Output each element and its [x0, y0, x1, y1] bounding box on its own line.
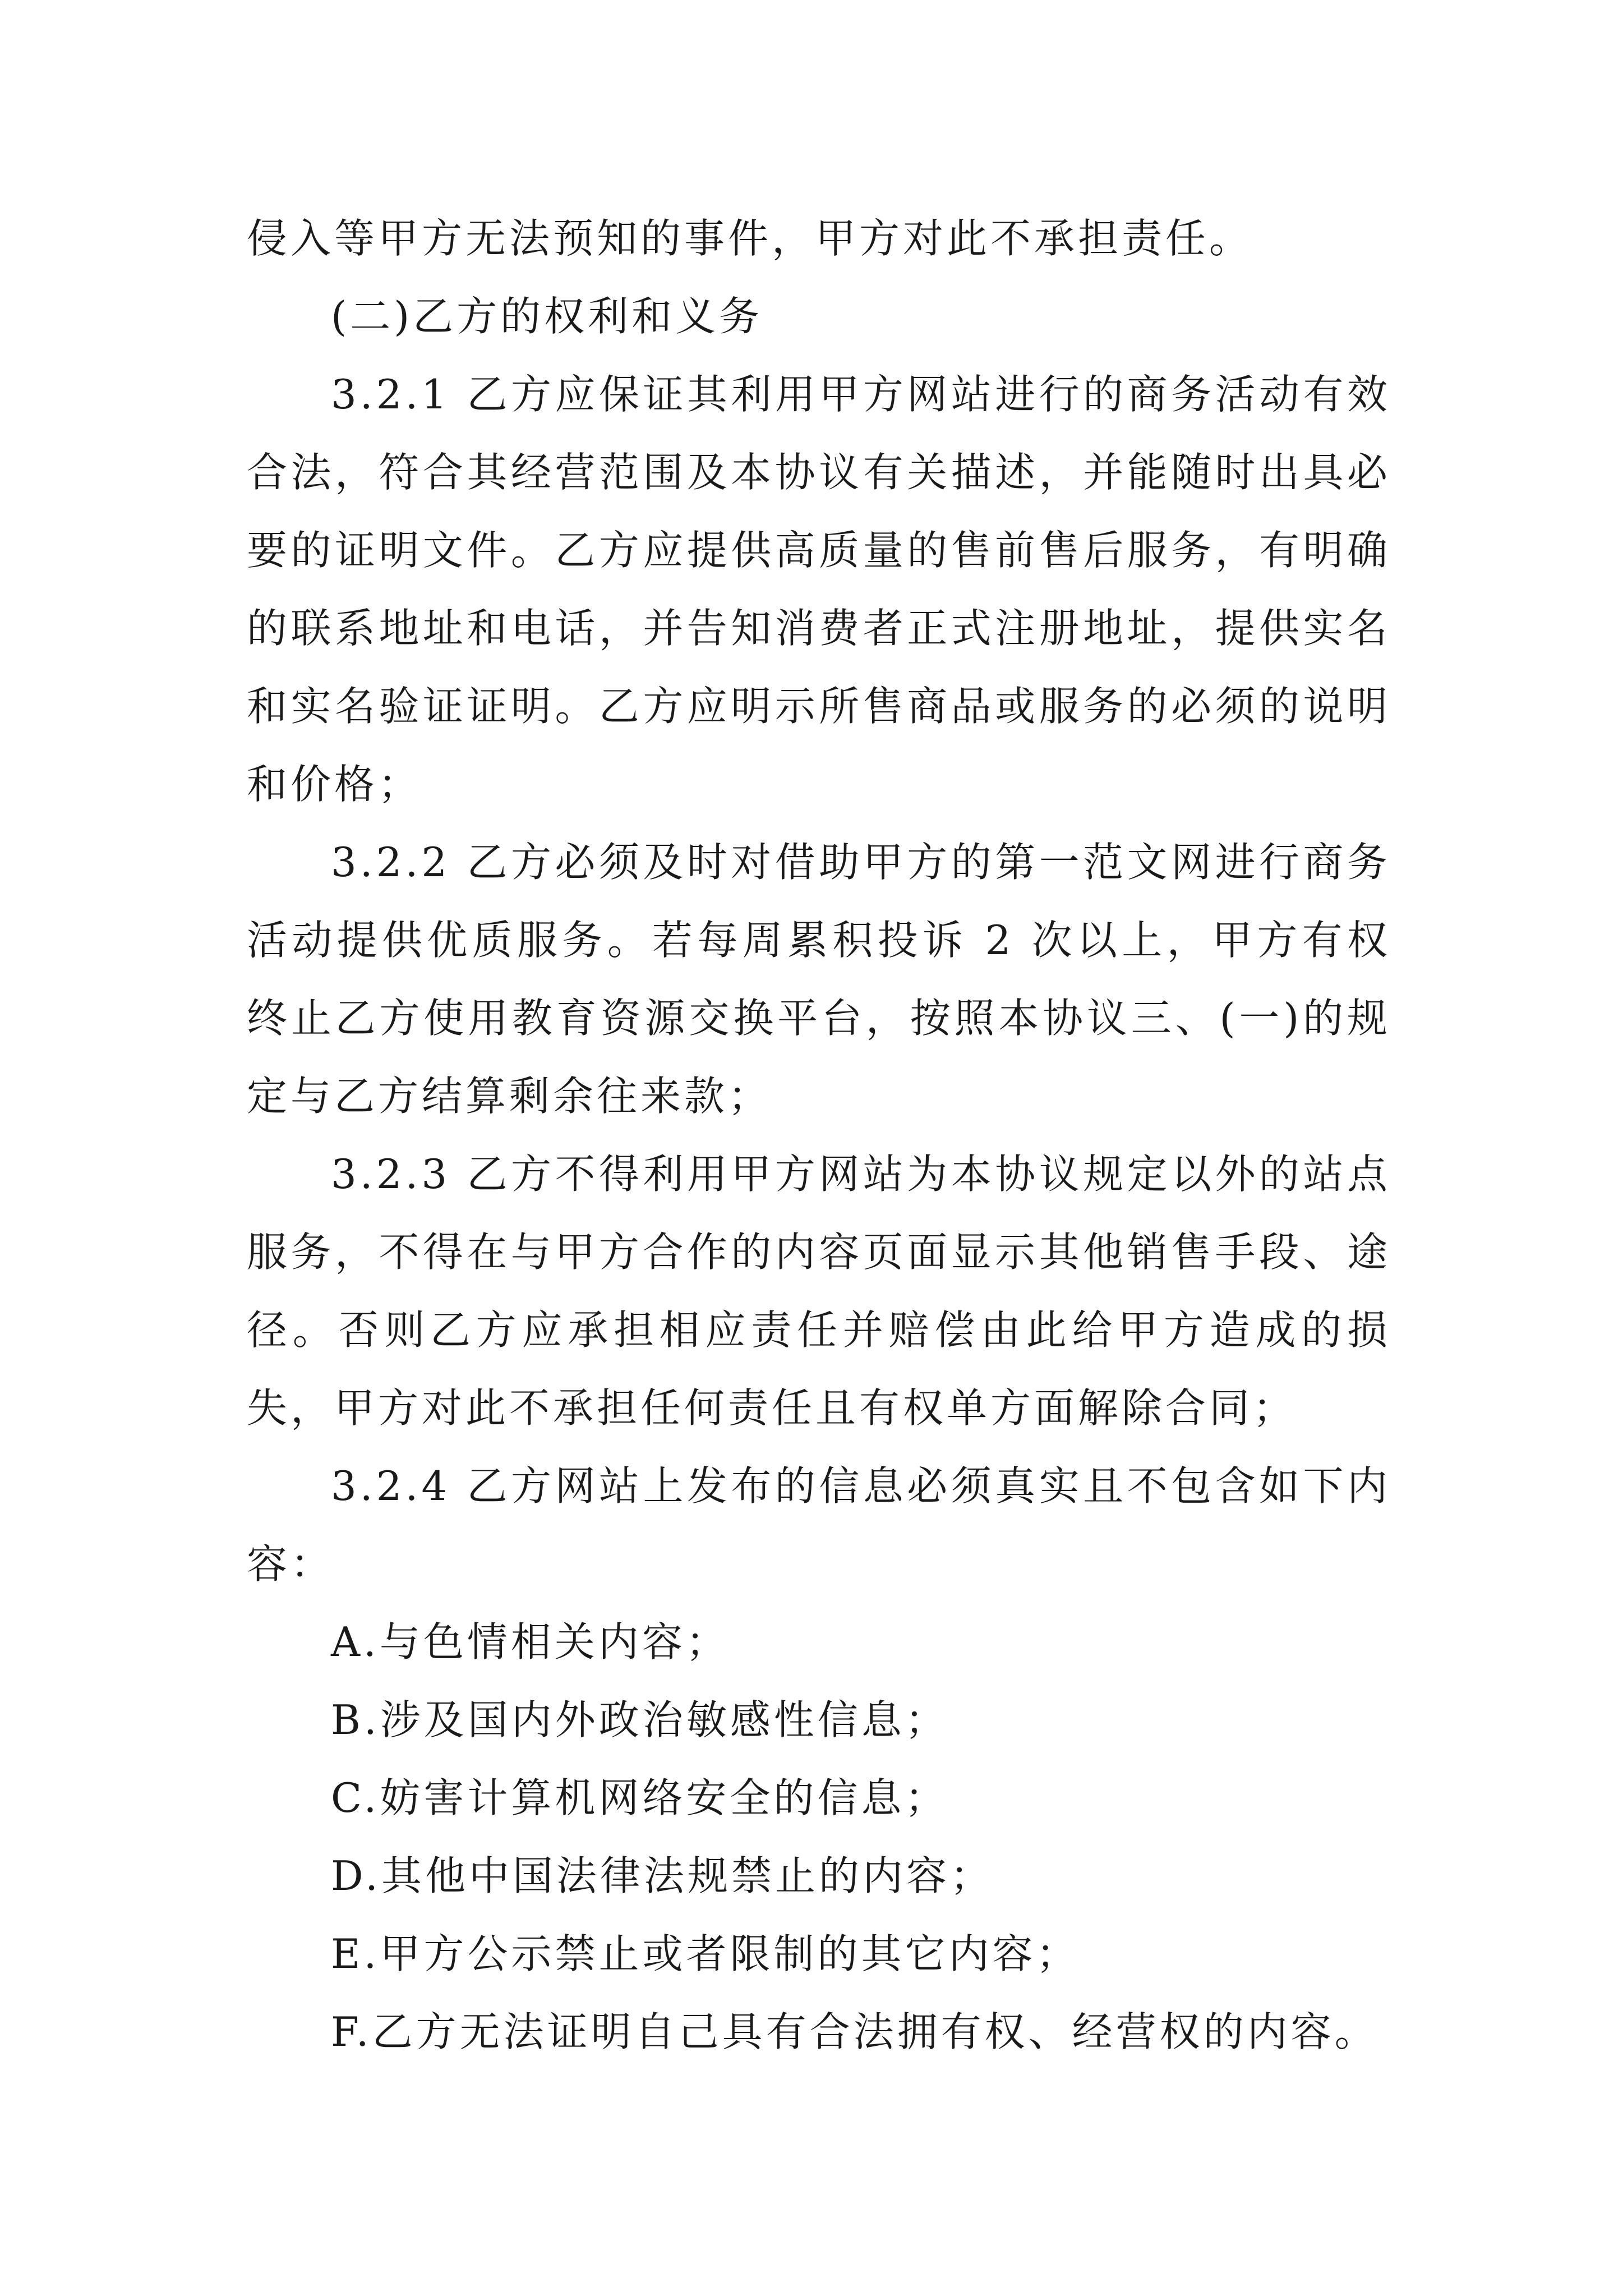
list-item-d: D.其他中国法律法规禁止的内容； — [331, 1852, 994, 1899]
list-item-a: A.与色情相关内容； — [331, 1618, 730, 1665]
clause-3-2-3: 3.2.3 乙方不得利用甲方网站为本协议规定以外的站点服务，不得在与甲方合作的内容页面显示其他销售手段、途径。否则乙方应承担相应责任并赔偿由此给甲方造成的损失，甲方对此不承担任何责任且有权单方面解除合同； — [247, 1151, 1391, 1432]
list-item-f: F.乙方无法证明自己具有合法拥有权、经营权的内容。 — [331, 2008, 1378, 2055]
section-heading: (二)乙方的权利和义务 — [331, 293, 763, 340]
paragraph-continuation: 侵入等甲方无法预知的事件，甲方对此不承担责任。 — [247, 215, 1253, 262]
clause-3-2-2: 3.2.2 乙方必须及时对借助甲方的第一范文网进行商务活动提供优质服务。若每周累积投诉 2 次以上，甲方有权终止乙方使用教育资源交换平台，按照本协议三、(一)的规定与乙方结算剩余往来款； — [247, 839, 1391, 1120]
list-item-e: E.甲方公示禁止或者限制的其它内容； — [331, 1930, 1080, 1977]
clause-3-2-4: 3.2.4 乙方网站上发布的信息必须真实且不包含如下内容： — [247, 1462, 1391, 1588]
list-item-c: C.妨害计算机网络安全的信息； — [331, 1774, 949, 1821]
clause-3-2-1: 3.2.1 乙方应保证其利用甲方网站进行的商务活动有效合法，符合其经营范围及本协议有关描述，并能随时出具必要的证明文件。乙方应提供高质量的售前售后服务，有明确的联系地址和电话，并告知消费者正式注册地址，提供实名和实名验证证明。乙方应明示所售商品或服务的必须的说明和价格； — [247, 371, 1391, 808]
document-body — [247, 200, 1391, 2071]
list-item-b: B.涉及国内外政治敏感性信息； — [331, 1696, 949, 1743]
